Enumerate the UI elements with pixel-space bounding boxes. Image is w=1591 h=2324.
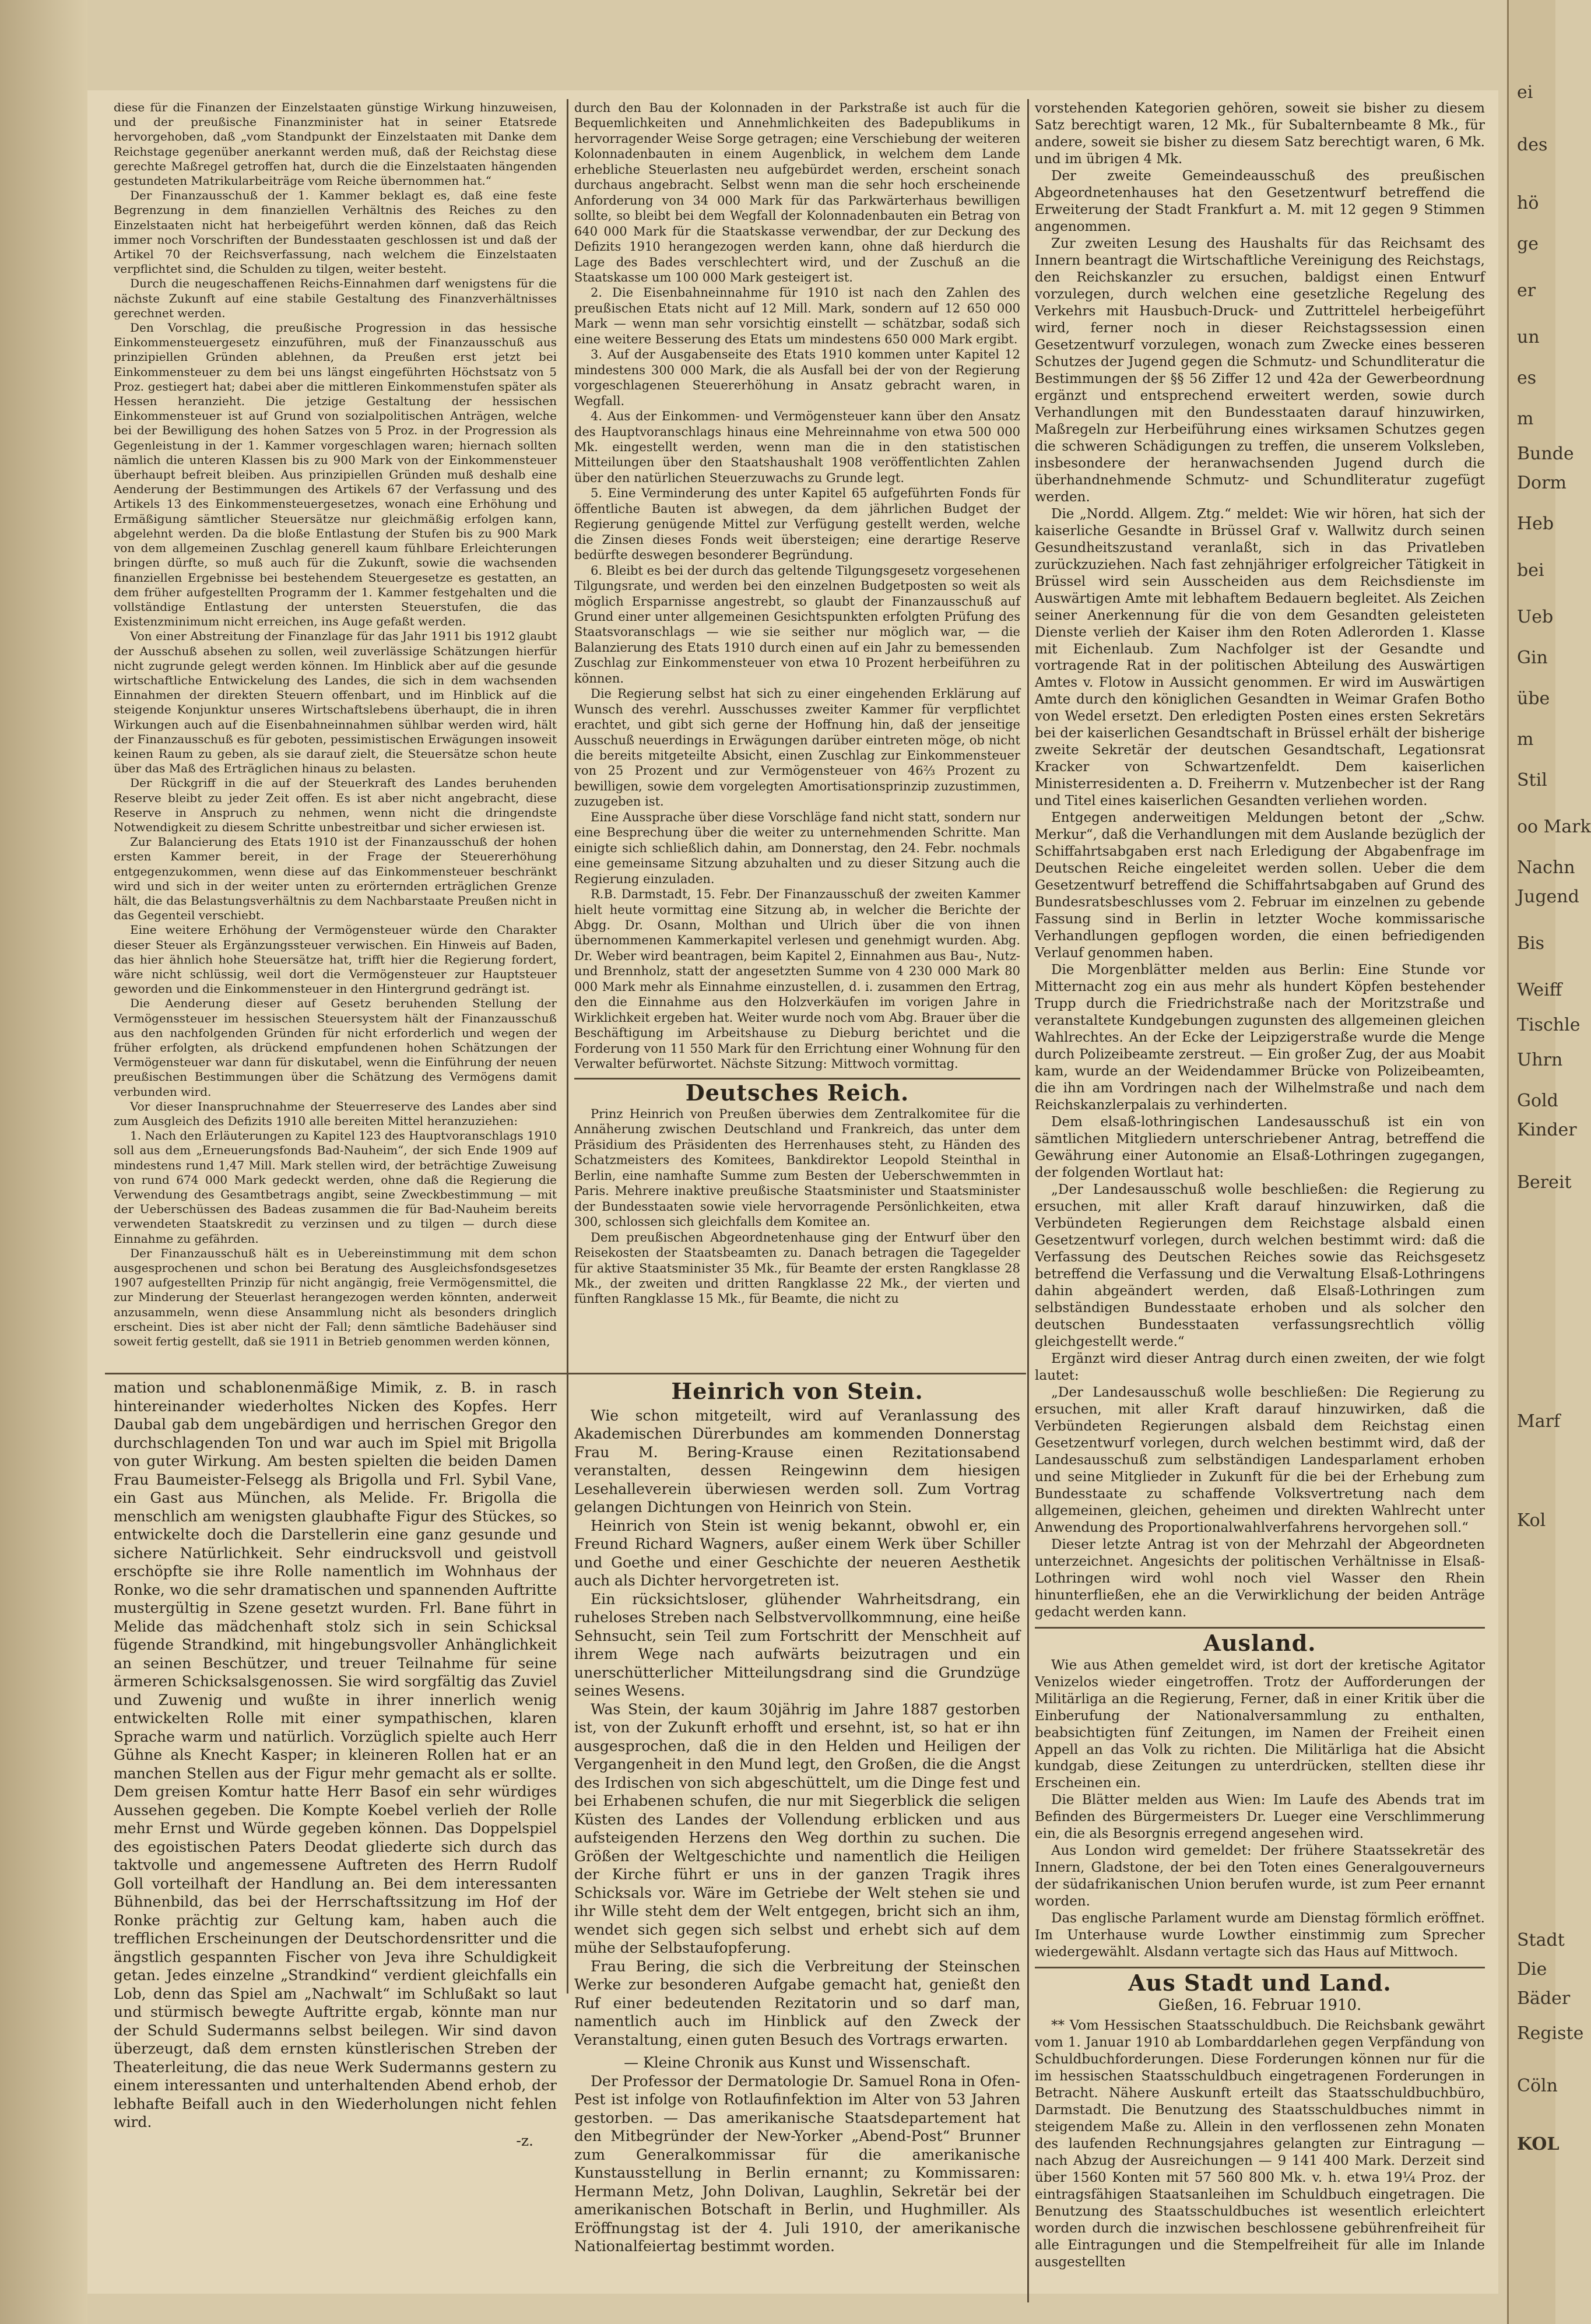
margin-fragment: m (1517, 729, 1534, 750)
feuilleton-para-1: mation und schablonenmäßige Mimik, z. B. in rasch hintereinander wiederholtes Nicken des Kopfes. Herr Daubal gab dem ungebärdigen und herrischen Gregor den durchschlagenden Ton und war auch im Spiel mit Brigolla von guter Wirkung. Am besten spielten die beiden Damen Frau Baumeister-Felsegg als Brigolla und Frl. Sybil Vane, ein Gast aus München, als Melide. Fr. Brigolla die menschlich am wenigsten glaubhafte Figur des Stückes, so entwickelte doch die Darstellerin eine ganz gesunde und sichere Natürlichkeit. Sehr eindrucksvoll und geistvoll erschöpfte sie ihre Rolle namentlich im Wohnhaus der Ronke, wo die sehr dramatischen und spannenden Auftritte mustergültig in Szene gesetzt wurden. Frl. Bane führt in Melide das mädchenhaft stolz sich in sein Schicksal fügende Strandkind, mit hingebungsvoller Anhänglichkeit an seinen Beschützer, und treuer Teilnahme für seine ärmeren Schicksalsgenossen. Sie wird sorgfältig das Zuviel und Zuwenig und wußte in ihrer innerlich wenig entwickelten Rolle mit einer sympathischen, klaren Sprache warm und natürlich. Vorzüglich spielte auch Herr Gühne als Knecht Kasper; in kleineren Rollen hat er an manchen Stellen aus der Figur mehr gemacht als er sollte. Dem greisen Komtur hatte Herr Basof ein sehr würdiges Aussehen gegeben. Die Kompte Koebel verlieh der Rolle mehr Ernst und Würde gegeben können. Das Doppelspiel des egoistischen Paters Deodat gliederte sich durch das taktvolle und angemessene Auftreten des Herrn Rudolf Goll vorteilhaft der Handlung an. Bei dem interessanten Bühnenbild, das bei der Herrschaftssitzung im Hof der Ronke prächtig zur Geltung kam, haben auch die trefflichen Erscheinungen der Deutschordensritter und die ängstlich gespannten Fischer von Jeva ihre Schuldigkeit getan. Jedes einzelne „Strandkind“ verdient gleichfalls ein Lob, denn das Spiel am „Nachwalt“ im Schlußakt so laut und stürmisch bewegte Auftritte ergab, könnte man nur der Schuld Sudermanns selbst beilegen. Wir sind davon überzeugt, daß dem ernsten künstlerischen Streben der Theaterleitung, die das neue Werk Sudermanns gestern zu einem interessanten und unterhaltenden Abend erhob, der lebhafte Beifall auch in den Wiederholungen nicht fehlen wird. (114, 1379, 557, 2130)
section-rule (574, 1078, 1020, 1080)
feuilleton-rule (105, 1373, 1026, 1374)
margin-fragment: Bunde (1517, 444, 1574, 464)
col2-para-5: 5. Eine Verminderung des unter Kapitel 65 aufgeführten Fonds für öffentliche Bauten ist abwegen, da dem jährlichen Budget der Regierung genügende Mittel zur Verfügung gestellt werden, welche die Zinsen dieses Fonds weit übersteigen; eine derartige Reserve bedürfte deswegen besonderer Begründung. (574, 486, 1020, 562)
chronik-heading: — Kleine Chronik aus Kunst und Wissenschaft. (624, 2054, 971, 2071)
margin-fragment: Stadt (1517, 1930, 1565, 1950)
margin-fragment: Die (1517, 1959, 1547, 1980)
margin-fragment: Bis (1517, 933, 1545, 954)
col1-para-5: Von einer Abstreitung der Finanzlage für das Jahr 1911 bis 1912 glaubt der Ausschuß absehen zu sollen, weil zuverlässige Schätzungen hierfür nicht zugrunde gelegt werden können. Im Hinblick aber auf die gesunde wirtschaftliche Entwickelung des Landes, die sich in dem wachsenden Einnahmen der direkten Steuern offenbart, und im Hinblick auf die steigende Konjunktur unseres Wirtschaftslebens überhaupt, die in ihren Wirkungen auch auf die Eisenbahneinnahmen sühlbar werden wird, hält der Finanzausschuß es für geboten, pessimistischen Erwägungen insoweit keinen Raum zu geben, als sie darauf zielt, die Steuersätze schon heute über das Maß des Erträglichen hinaus zu belasten. (114, 629, 557, 776)
margin-fragment: Gin (1517, 648, 1548, 668)
col1-para-3: Durch die neugeschaffenen Reichs-Einnahmen darf wenigstens für die nächste Zukunft auf eine stabile Gestaltung des Finanzverhältnisses gerechnet werden. (114, 276, 557, 320)
margin-fragment: Bereit (1517, 1172, 1572, 1193)
margin-fragment: un (1517, 327, 1540, 347)
margin-fragment: Heb (1517, 514, 1554, 534)
section-heading-ausland: Ausland. (1203, 1629, 1316, 1656)
col2-para-1: durch den Bau der Kolonnaden in der Parkstraße ist auch für die Bequemlichkeiten und Annehmlichkeiten des Badepublikums in hervorragender Weise Sorge getragen; eine Verschiebung der weiteren Kolonnadenbauten in einem Augenblick, in welchem dem Lande erhebliche Steuerlasten neu aufgebürdet werden, erscheint sonach durchaus angebracht. Selbst wenn man die sehr hoch erscheinende Anforderung von 34 000 Mark für das Parkwärterhaus bewilligen sollte, so bleibt bei dem Wegfall der Kolonnadenbauten ein Betrag von 640 000 Mark für die Staatskasse verwendbar, der zur Deckung des Defizits 1910 herangezogen werden kann, ohne daß hierdurch die Lage des Bades verschlechtert wird, und der Zuschuß an die Staatskasse um 100 000 Mark gesteigert ist. (574, 101, 1020, 284)
margin-fragment: er (1517, 280, 1536, 301)
col3-para-3: Zur zweiten Lesung des Haushalts für das Reichsamt des Innern beantragt die Wirtschaftliche Vereinigung des Reichstags, den Reichskanzler zu ersuchen, baldigst einen Entwurf vorzulegen, durch welchen eine gesetzliche Regelung des Verkehrs mit Hausbuch-Druck- und Zuttrittelel herbeigeführt wird, ferner noch in dieser Reichstagssession einen Gesetzentwurf vorzulegen, wonach zum Zwecke eines besseren Schutzes der Jugend gegen die Schmutz- und Schundliteratur die Bestimmungen der §§ 56 Ziffer 12 und 42a der Gewerbeordnung ergänzt und entsprechend erweitert werden, sowie durch Verhandlungen mit den Bundesstaaten darauf hinzuwirken, Maßregeln zur Herbeiführung eines wirksamen Schutzes gegen die schweren Schädigungen zu treffen, die unserem Volksleben, insbesondere der heranwachsenden Jugend durch die überhandnehmende Schmutz- und Schundliteratur zugefügt werden. (1035, 235, 1485, 505)
section-rule-stadt (1035, 1967, 1485, 1968)
margin-fragment: KOL (1517, 2134, 1560, 2154)
col2-para-8: Eine Aussprache über diese Vorschläge fand nicht statt, sondern nur eine Besprechung über die weiter zu unternehmenden Schritte. Man einigte sich schließlich dahin, am Donnerstag, den 24. Febr. nochmals eine gemeinsame Sitzung abzuhalten und zu dieser Sitzung auch die Regierung einzuladen. (574, 810, 1020, 886)
margin-fragment: m (1517, 409, 1534, 429)
stein-para-4: Was Stein, der kaum 30jährig im Jahre 1887 gestorben ist, von der Zukunft erhofft und ersehnt, ist, so hat er ihn ausgesprochen, daß die in den Helden und Heiligen der Vergangenheit in den Mund legt, den Großen, die die Angst des Irdischen von sich abgeschüttelt, um die Dinge fest und bei Erhabenen schufen, die nur mit Siegerblick die seligen Küsten des Landes der Vollendung erblicken und aus aufsteigenden Herzens den Weg dorthin zu suchen. Die Größen der Weltgeschichte und namentlich die Heiligen der Kirche führt er uns in der ganzen Tragik ihres Schicksals vor. Wäre im Getriebe der Welt stehen sie und ihr Wille steht dem der Welt entgegen, bricht sich an ihm, wendet sich gegen sich selbst und erhebt sich auf dem mühe der Selbstaufopferung. (574, 1700, 1020, 1956)
col3-para-9: Ergänzt wird dieser Antrag durch einen zweiten, der wie folgt lautet: (1035, 1351, 1485, 1383)
dateline: Gießen, 16. Februar 1910. (1158, 1996, 1362, 2014)
col2-para-6: 6. Bleibt es bei der durch das geltende Tilgungsgesetz vorgesehenen Tilgungsrate, und werden bei den einzelnen Budgetposten so weit als möglich Ersparnisse angestrebt, so glaubt der Finanzausschuß auf Grund einer unter allgemeinen Gesichtspunkten erfolgten Prüfung des Staatsvoranschlags — wie sie seither nur möglich war, — die Balanzierung des Etats 1910 durch einen auf ein Jahr zu bemessenden Zuschlag zur Einkommensteuer von etwa 10 Prozent herbeiführen zu können. (574, 563, 1020, 685)
col3-para-5: Entgegen anderweitigen Meldungen betont der „Schw. Merkur“, daß die Verhandlungen mit dem Auslande bezüglich der Schiffahrtsabgaben erst nach Erledigung der Abgabenfrage im Deutschen Reiche eingeleitet werden sollen. Ueber die dem Gesetzentwurf betreffend die Schiffahrtsabgaben auf Grund des Bundesratsbeschlusses vom 2. Februar im einzelnen zu gebende Fassung sind in Berlin in letzter Woche kommissarische Verhandlungen gepflogen worden, die einen befriedigenden Verlauf genommen haben. (1035, 810, 1485, 961)
stein-para-5: Frau Bering, die sich die Verbreitung der Steinschen Werke zur besonderen Aufgabe gemacht hat, genießt den Ruf einer bedeutenden Rezitatorin und so darf man, namentlich auch im Hinblick auf den Zweck der Veranstaltung, einen guten Besuch des Vortrags erwarten. (574, 1957, 1020, 2048)
margin-fragment: Kinder (1517, 1120, 1577, 1140)
margin-fragment: Stil (1517, 770, 1547, 790)
col3-para-6: Die Morgenblätter melden aus Berlin: Eine Stunde vor Mitternacht zog ein aus mehr als hundert Köpfen bestehender Trupp durch die Friedrichstraße nach der Moritzstraße und veranstaltete Kundgebungen zugunsten des allgemeinen gleichen Wahlrechtes. An der Ecke der Leipzigerstraße wurde die Menge durch Polizeibeamte zerstreut. — Ein großer Zug, der aus Moabit kam, wurde an der Weidendammer Brücke von Polizeibeamten, die ihn am Vordringen nach der Wilhelmstraße und nach dem Reichskanzlerpalais zu verhinderten. (1035, 962, 1485, 1113)
margin-fragment: Weiff (1517, 980, 1562, 1000)
column-rule-2 (1027, 99, 1029, 2302)
adjacent-page-edge (1507, 0, 1591, 2324)
margin-fragment: Registe (1517, 2023, 1584, 2044)
ausland-para-4: Das englische Parlament wurde am Dienstag förmlich eröffnet. Im Unterhause wurde Lowther einstimmig zum Sprecher wiedergewählt. Alsdann vertagte sich das Haus auf Mittwoch. (1035, 1911, 1485, 1960)
col3-para-4: Die „Nordd. Allgem. Ztg.“ meldet: Wie wir hören, hat sich der kaiserliche Gesandte in Brüssel Graf v. Wallwitz durch seinen Gesundheitszustand veranlaßt, sich in das Privatleben zurückzuziehen. Nach fast zehnjähriger erfolgreicher Tätigkeit in Brüssel wird sein Ausscheiden aus dem Reichsdienste im Auswärtigen Amte mit lebhaftem Bedauern begleitet. Als Zeichen seiner Anerkennung für die von dem Gesandten geleisteten Dienste verlieh der Kaiser ihm den Roten Adlerorden 1. Klasse mit Eichenlaub. Zum Nachfolger ist der Gesandte und vortragende Rat in der politischen Abteilung des Auswärtigen Amtes v. Flotow in Aussicht genommen. Er wird im Auswärtigen Amte durch den königlichen Gesandten in Weimar Grafen Botho von Wedel ersetzt. Den erledigten Posten eines ersten Sekretärs bei der kaiserlichen Gesandtschaft in Brüssel erhält der bisherige zweite Sekretär der deutschen Gesandtschaft, Legationsrat Kracker von Schwartzenfeldt. Dem kaiserlichen Ministerresidenten a. D. Freiherrn v. Mutzenbecher ist der Rang und Titel eines kaiserlichen Gesandten verliehen worden. (1035, 506, 1485, 809)
col1-para-10: Vor dieser Inanspruchnahme der Steuerreserve des Landes aber sind zum Ausgleich des Defizits 1910 alle bereiten Mittel heranzuziehen: (114, 1099, 557, 1128)
ausland-para-2: Die Blätter melden aus Wien: Im Laufe des Abends trat im Befinden des Bürgermeisters Dr. Lueger eine Verschlimmerung ein, die als Besorgnis erregend angesehen wird. (1035, 1792, 1485, 1842)
col3-para-1: vorstehenden Kategorien gehören, soweit sie bisher zu diesem Satz berechtigt waren, 12 Mk., für Subalternbeamte 8 Mk., für andere, soweit sie bisher zu diesem Satz berechtigt waren, 6 Mk. und im übrigen 4 Mk. (1035, 101, 1485, 167)
column-rule-1 (567, 99, 568, 1993)
feuilleton-column-1 (114, 1379, 557, 2150)
margin-fragment: Jugend (1517, 887, 1579, 907)
margin-fragment: Dorm (1517, 473, 1567, 493)
margin-fragment: Nachn (1517, 857, 1575, 878)
col2-para-2: 2. Die Eisenbahneinnahme für 1910 ist nach den Zahlen des preußischen Etats nicht auf 12 Mill. Mark, sondern auf 12 650 000 Mark — wenn man sehr vorsichtig einstellt — schätzbar, sodaß sich eine weitere Besserung des Etats um mindestens 650 000 Mark ergibt. (574, 286, 1020, 346)
feuilleton-signature: -z. (516, 2132, 533, 2149)
col3-para-8: „Der Landesausschuß wolle beschließen: die Regierung zu ersuchen, mit aller Kraft darauf hinzuwirken, daß die Verbündeten Regierungen dem Reichstage alsbald einen Gesetzentwurf vorlegen, durch welchen bestimmt wird: daß die Verfassung des Deutschen Reiches sowie das Reichsgesetz betreffend die Verfassung und die Verwaltung Elsaß-Lothringens dahin abgeändert werden, daß Elsaß-Lothringen zum selbständigen Bundesstaate erhoben und als solcher den deutschen Bundesstaaten verfassungsrechtlich völlig gleichgestellt werde.“ (1035, 1182, 1485, 1349)
ausland-para-1: Wie aus Athen gemeldet wird, ist dort der kretische Agitator Venizelos wieder eingetroffen. Trotz der Aufforderungen der Militärliga an die Regierung, Ferner, daß in einer Kritik über die Einberufung der Nationalversammlung zu enthalten, beabsichtigten fünf Zeitungen, im Namen der Freiheit einen Appell an das Volk zu richten. Die Militärliga hat die Absicht kundgab, diese Zeitungen zu unterdrücken, stellten diese ihr Erscheinen ein. (1035, 1657, 1485, 1791)
stein-para-3: Ein rücksichtsloser, glühender Wahrheitsdrang, ein ruheloses Streben nach Selbstvervollkommnung, eine heiße Sehnsucht, sein Teil zum Fortschritt der Menschheit auf ihrem Wege nach aufwärts beizutragen und ein unerschütterlicher Mitteilungsdrang sind die Grundzüge seines Wesens. (574, 1590, 1020, 1699)
margin-fragment: Ueb (1517, 607, 1554, 627)
col1-para-2: Der Finanzausschuß der 1. Kammer beklagt es, daß eine feste Begrenzung in dem finanziellen Verhältnis des Reiches zu den Einzelstaaten nicht hat herbeigeführt werden können, daß das Reich immer noch Vorschriften der Bundesstaaten geschlossen ist und daß der Artikel 70 der Reichsverfassung, nach welchem die Einzelstaaten verpflichtet sind, die Schulden zu tilgen, weiter besteht. (114, 188, 557, 276)
column-2 (574, 100, 1020, 1307)
margin-fragment: es (1517, 368, 1537, 388)
col3-para-11: Dieser letzte Antrag ist von der Mehrzahl der Abgeordneten unterzeichnet. Angesichts der politischen Verhältnisse in Elsaß-Lothringen wird wohl noch viel Wasser den Rhein hinunterfließen, ehe an die Verwirklichung der beiden Anträge gedacht werden kann. (1035, 1537, 1485, 1620)
col1-para-6: Der Rückgriff in die auf der Steuerkraft des Landes beruhenden Reserve bleibt zu jeder Zeit offen. Es ist aber nicht angebracht, diese Reserve in Anspruch zu nehmen, wenn nicht die dringendste Notwendigkeit zu diesem Schritte unbestreitbar und sicher erwiesen ist. (114, 776, 557, 834)
col1-para-7: Zur Balancierung des Etats 1910 ist der Finanzausschuß der hohen ersten Kammer bereit, in der Frage der Steuererhöhung entgegenzukommen, wenn diese auf das Einkommensteuer beschränkt wird und sich in der weiter unten zu erörternden erträglichen Grenze hält, die das Belastungsverhältnis zu dem Nachbarstaate Preußen nicht in das Gegenteil verschiebt. (114, 835, 557, 923)
ausland-para-3: Aus London wird gemeldet: Der frühere Staatssekretär des Innern, Gladstone, der bei den Toten eines Generalgouverneurs der südafrikanischen Union berufen wurde, ist zum Peer ernannt worden. (1035, 1843, 1485, 1910)
col3-para-2: Der zweite Gemeindeausschuß des preußischen Abgeordnetenhauses hat den Gesetzentwurf betreffend die Erweiterung der Stadt Frankfurt a. M. mit 12 gegen 9 Stimmen angenommen. (1035, 168, 1485, 234)
stein-para-2: Heinrich von Stein ist wenig bekannt, obwohl er, ein Freund Richard Wagners, außer einem Werk über Schiller und Goethe und einer Geschichte der neueren Aesthetik auch als Dichter hervorgetreten ist. (574, 1517, 1020, 1589)
margin-fragment: Uhrn (1517, 1050, 1563, 1070)
col3-para-7: Dem elsaß-lothringischen Landesausschuß ist ein von sämtlichen Mitgliedern unterschriebener Antrag, betreffend die Gewährung einer Autonomie an Elsaß-Lothringen zugegangen, der folgenden Wortlaut hat: (1035, 1114, 1485, 1181)
margin-fragment: Marf (1517, 1411, 1561, 1432)
margin-fragment: ge (1517, 234, 1539, 254)
section-heading-deutsches-reich: Deutsches Reich. (685, 1079, 909, 1106)
feuilleton-column-2 (574, 1379, 1020, 2256)
col1-para-11: 1. Nach den Erläuterungen zu Kapitel 123 des Hauptvoranschlags 1910 soll aus dem „Erneuerungsfonds Bad-Nauheim“, der sich Ende 1909 auf mindestens rund 1,47 Mill. Mark stellen wird, der beträchtige Zuweisung von rund 674 000 Mark gedeckt werden, ohne daß die Regierung die Verwendung des Gesamtbetrags angibt, seine Zweckbestimmung — mit der Ueberschüssen des Badeas zusammen die für Bad-Nauheim bereits verwendeten Staatskredit zu verzinsen und zu tilgen — durch diese Einnahme zu gefährden. (114, 1128, 557, 1246)
section-rule-ausland (1035, 1627, 1485, 1629)
reich-para-1: Prinz Heinrich von Preußen überwies dem Zentralkomitee für die Annäherung zwischen Deutschland und Frankreich, das unter dem Präsidium des Präsidenten des Herrenhauses steht, zu Händen des Schatzmeisters des Komitees, Bankdirektor Leopold Steinthal in Berlin, eine namhafte Summe zum Besten der Ueberschwemmten in Paris. Mehrere inaktive preußische Staatsminister und Staatsminister der Bundesstaaten sowie viele hervorragende Persönlichkeiten, etwa 300, schlossen sich gleichfalls dem Komitee an. (574, 1107, 1020, 1229)
stadt-para-1: ** Vom Hessischen Staatsschuldbuch. Die Reichsbank gewährt vom 1. Januar 1910 ab Lombarddarlehen gegen Verpfändung von Schuldbuchforderungen. Diese Forderungen können nur für die im hessischen Staatsschuldbuch eingetragenen Forderungen in Betracht. Nähere Auskunft erteilt das Staatsschuldbuchbüro, Darmstadt. Die Benutzung des Staatsschuldbuches nimmt in steigendem Maße zu. Allein in den verflossenen zehn Monaten des laufenden Rechnungsjahres gelangten zur Eintragung — nach Abzug der Ausreichungen — 9 141 400 Mark. Derzeit sind über 1560 Konten mit 57 560 800 Mk. v. h. etwa 19¼ Proz. der eintragsfähigen Staatsanleihen im Schuldbuch eingetragen. Die Benutzung des Staatsschuldbuches ist wesentlich erleichtert worden durch die inzwischen beschlossene gebührenfreiheit für alle Eintragungen und die Stempelfreiheit für alle im Inlande ausgestellten (1035, 2018, 1485, 2270)
margin-fragment: oo Mark (1517, 817, 1591, 837)
reich-para-2: Dem preußischen Abgeordnetenhause ging der Entwurf über den Reisekosten der Staatsbeamten zu. Danach betragen die Tagegelder für aktive Staatsminister 35 Mk., für Beamte der ersten Rangklasse 28 Mk., der zweiten und dritten Rangklasse 22 Mk., der vierten und fünften Rangklasse 15 Mk., für Beamte, die nicht zu (574, 1230, 1020, 1306)
col1-para-1: diese für die Finanzen der Einzelstaaten günstige Wirkung hinzuweisen, und der preußische Finanzminister hat in seiner Etatsrede hervorgehoben, daß „vom Standpunkt der Einzelstaaten mit Danke dem Reichstage gegenüber anerkannt werden muß, daß der Reichstag diese gerechte Maßregel getroffen hat, durch die die Einzelstaaten hängenden gestundeten Matrikularbeiträge vom Reiche übernommen hat.“ (114, 100, 557, 188)
column-3 (1035, 100, 1485, 2271)
col3-para-10: „Der Landesausschuß wolle beschließen: Die Regierung zu ersuchen, mit aller Kraft darauf hinzuwirken, daß die Verbündeten Regierungen alsbald dem Reichstag einen Gesetzentwurf vorlegen, durch welchen bestimmt wird, daß der Landesausschuß zum selbständigen Landesparlament erhoben und seine Mitglieder in Zukunft für die bei der Erhebung zum Bundesstaate zu schaffende Volksvertretung nach dem allgemeinen, gleichen, geheimen und direkten Wahlrecht unter Anwendung des Proportionalwahlverfahrens hervorgehen soll.“ (1035, 1384, 1485, 1535)
margin-fragment: des (1517, 135, 1548, 155)
col2-para-3: 3. Auf der Ausgabenseite des Etats 1910 kommen unter Kapitel 12 mindestens 300 000 Mark, die als Ausfall bei der von der Regierung vorgeschlagenen Steuererhöhung in Ansatz gebracht waren, in Wegfall. (574, 347, 1020, 408)
col2-para-7: Die Regierung selbst hat sich zu einer eingehenden Erklärung auf Wunsch des verehrl. Ausschusses zweiter Kammer für verpflichtet erachtet, und gibt sich gerne der Hoffnung hin, daß der jenseitige Ausschuß neuerdings in Erwägungen darüber eintreten möge, ob nicht die bereits mitgeteilte Absicht, einen Zuschlag zur Einkommensteuer von 25 Prozent und zur Vermögensteuer von 46⅔ Prozent zu bewilligen, sowie dem vorgelegten Amortisationsprinzip zuzustimmen, zuzugeben ist. (574, 687, 1020, 809)
col2-para-4: 4. Aus der Einkommen- und Vermögensteuer kann über den Ansatz des Hauptvoranschlags hinaus eine Mehreinnahme von etwa 500 000 Mk. eingestellt werden, wenn man die in den statistischen Mitteilungen über den Staatshaushalt 1908 veröffentlichten Zahlen über den natürlichen Steuerzuwachs zu Grunde legt. (574, 409, 1020, 485)
margin-fragment: Tischle (1517, 1015, 1581, 1035)
margin-fragment: Bäder (1517, 1988, 1571, 2009)
col2-para-9: R.B. Darmstadt, 15. Febr. Der Finanzausschuß der zweiten Kammer hielt heute vormittag eine Sitzung ab, in welcher die Berichte der Abgg. Dr. Osann, Molthan und Ulrich über die von ihnen übernommenen Kammerkapitel verlesen und genehmigt wurden. Abg. Dr. Weber wird beantragen, beim Kapitel 2, Einnahmen aus Bau-, Nutz- und Brennholz, statt der angesetzten Summe von 4 230 000 Mark 80 000 Mark mehr als Einnahme einzustellen, d. i. zusammen den Ertrag, den die Einnahme aus den Holzverkäufen im vorigen Jahre in Wirklichkeit ergeben hat. Weiter wurde noch vom Abg. Brauer über die Beschäftigung im Arbeitshause zu Dieburg berichtet und die Forderung von 11 550 Mark für den Errichtung einer Wohnung für den Verwalter befürwortet. Nächste Sitzung: Mittwoch vormittag. (574, 887, 1020, 1071)
margin-fragment: Kol (1517, 1510, 1546, 1531)
binding-left-edge (0, 0, 87, 2324)
margin-fragment: hö (1517, 193, 1539, 213)
column-1 (114, 100, 557, 1349)
margin-fragment: ei (1517, 82, 1533, 103)
margin-fragment: Cöln (1517, 2076, 1558, 2096)
heading-heinrich-von-stein: Heinrich von Stein. (671, 1378, 923, 1404)
col1-para-4: Den Vorschlag, die preußische Progression in das hessische Einkommensteuergesetz einzuführen, muß der Finanzausschuß aus prinzipiellen Gründen ablehnen, da Preußen erst jetzt bei Einkommensteuer zu dem bei uns längst eingeführten Höchstsatz von 5 Proz. gestiegert hat; dabei aber die mittleren Einkommenstufen später als Hessen heranzieht. Die jetzige Gestaltung der hessischen Einkommensteuer ist auf Grund von sozialpolitischen Anträgen, welche bei der Bewilligung des hohen Satzes von 5 Proz. in der Progression als Gegenleistung in der 1. Kammer vorgeschlagen waren; hiernach sollten nämlich die unteren Klassen bis zu 900 Mark von der Einkommensteuer überhaupt befreit bleiben. Aus prinzipiellen Gründen muß deshalb eine Aenderung der Bestimmungen des Artikels 67 der Verfassung und des Artikels 13 des Einkommensteuergesetzes, wonach eine Erhöhung und Ermäßigung sämtlicher Steuersätze nur gleichmäßig erfolgen kann, abgelehnt werden. Da die bloße Entlastung der Stufen bis zu 900 Mark von dem allgemeinen Zuschlag generell kaum fühlbare Erleichterungen bringen dürfte, so muß auch für die Zukunft, sowie die wachsenden finanziellen Ergebnisse bei bestehendem Steuergesetze es gestatten, an dem früher aufgestellten Programm der 1. Kammer festgehalten und die vollständige Entlastung der untersten Steuerstufen, die das Existenzminimum nicht erreichen, ins Auge gefaßt werden. (114, 321, 557, 629)
margin-fragment: Gold (1517, 1091, 1558, 1111)
margin-fragment: übe (1517, 688, 1550, 709)
col1-para-8: Eine weitere Erhöhung der Vermögensteuer würde den Charakter dieser Steuer als Ergänzungssteuer verwischen. Ein Hinweis auf Baden, das hier ähnlich hohe Steuersätze hat, trifft hier die Regierung fordert, wäre nicht schlüssig, weil dort die Vermögensteuer zur Hauptsteuer geworden und die Einkommensteuer in den Hintergrund gedrängt ist. (114, 923, 557, 996)
chronik-para: Der Professor der Dermatologie Dr. Samuel Rona in Ofen-Pest ist infolge von Rotlaufinfektion im Alter von 53 Jahren gestorben. — Das amerikanische Staatsdepartement hat den Mitbegründer der New-Yorker „Abend-Post“ Brunner zum Generalkommissar für die amerikanische Kunstausstellung in Berlin ernannt; zu Kommissaren: Hermann Metz, John Dolivan, Laughlin, Sekretär bei der amerikanischen Botschaft in Berlin, und Hughmiller. Als Eröffnungstag ist der 4. Juli 1910, der amerikanische Nationalfeiertag bestimmt worden. (574, 2072, 1020, 2255)
stein-para-1: Wie schon mitgeteilt, wird auf Veranlassung des Akademischen Dürerbundes am kommenden Donnerstag Frau M. Bering-Krause einen Rezitationsabend veranstalten, dessen Reingewinn dem hiesigen Lesehalleverein überwiesen werden soll. Zum Vortrag gelangen Dichtungen von Heinrich von Stein. (574, 1407, 1020, 1516)
margin-fragment: bei (1517, 560, 1544, 581)
col1-para-9: Die Aenderung dieser auf Gesetz beruhenden Stellung der Vermögenssteuer im hessischen Steuersystem hält der Finanzausschuß aus den nachfolgenden Gründen für nicht erforderlich und wegen der früher erfolgten, als drückend empfundenen hohen Schätzungen der Vermögensteuer war dann für diskutabel, wenn die Einführung der neuen preußischen Bestimmungen über die Schätzung des Vermögens damit verbunden wird. (114, 996, 557, 1099)
col1-para-12: Der Finanzausschuß hält es in Uebereinstimmung mit dem schon ausgesprochenen und schon bei Beratung des Ausgleichsfondsgesetzes 1907 aufgestellten Prinzip für nicht angängig, freie Vermögensmittel, die zur Minderung der Steuerlast herangezogen werden könnten, anderweit anzusammeln, wenn diese Ansammlung nicht als besonders dringlich erscheint. Dies ist aber nicht der Fall; denn sämtliche Badehäuser sind soweit fertig gestellt, daß sie 1911 in Betrieb genommen werden können, (114, 1246, 557, 1349)
section-heading-aus-stadt-und-land: Aus Stadt und Land. (1128, 1970, 1392, 1996)
